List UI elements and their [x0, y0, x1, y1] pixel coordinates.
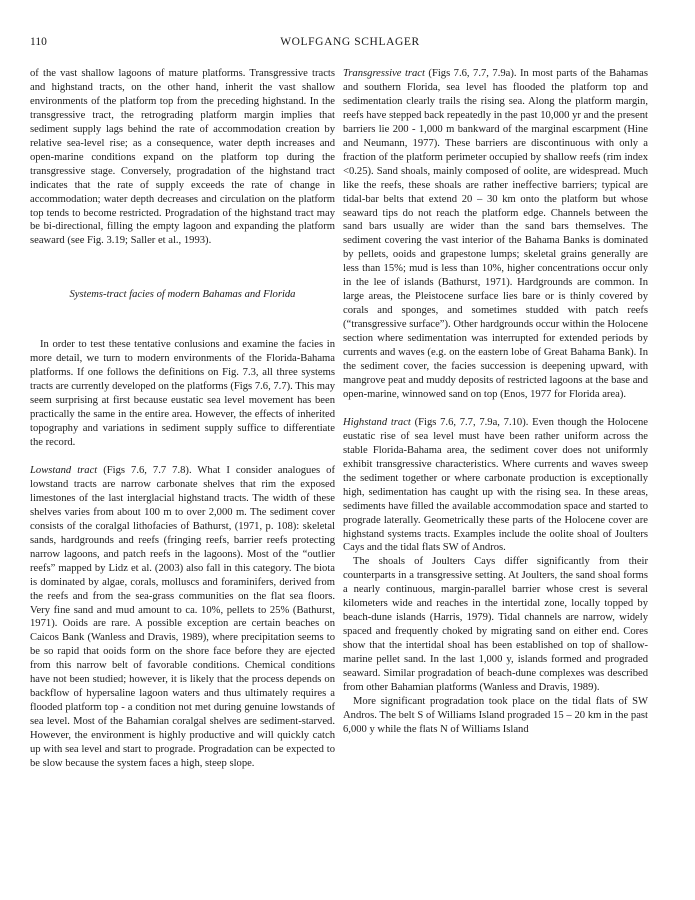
- paragraph: of the vast shallow lagoons of mature platforms. Transgressive tracts and highstand tracts, on the other hand, inherit the vast shallow environments of the platform top from the preceding highstand. In the transgressive tract, the retrograding platform margin implies that sediment supply lags behind the rate of accommodation creation by relative sea-level rise; as a consequence, water depth increases and open-marine conditions expand on the platform top during the transgressive stage. Conversely, progradation of the highstand tract indicates that the rate of supply exceeds the rate of change in accommodation; water depth decreases and circulation on the platform top tends to become restricted. Progradation of the highstand tract may be bi-directional, filling the empty lagoon and expanding the platform seaward (see Fig. 3.19; Saller et al., 1993).: [30, 68, 335, 247]
- page-number: 110: [30, 36, 47, 48]
- runin-heading: Transgressive tract: [343, 68, 425, 79]
- right-column: [343, 67, 648, 737]
- paragraph: In order to test these tentative conlusions and examine the facies in more detail, we turn to modern environments of the Florida-Bahama platforms. If one follows the definitions on Fig. 7.3, all three systems tracts are currently developed on the platforms (Figs 7.6, 7.7). This may seem surprising at first because eustatic sea level movement has been practically the same in the entire area. However, the effects of inherited topography and variations in sediment supply suffice to differentiate the record.: [30, 339, 335, 449]
- paragraph-text: (Figs 7.6, 7.7 7.8). What I consider analogues of lowstand tracts are narrow carbonate shelves that rim the exposed limestones of the last interglacial highstand tracts. The width of these shelves varies from about 100 m to over 2,000 m. The sediment cover consists of the coralgal lithofacies of Bathurst, (1971, p. 108): skeletal sands, hardgrounds and reefs (fringing reefs, barrier reefs protecting narrow lagoons, and patch reefs in the lagoons). Most of the “outlier reefs” mapped by Lidz et al. (2003) also fall in this category. The biota is dominated by algae, corals, molluscs and foraminifers, derived from the reefs and from the sea-grass communities on the flat sea floors. Very fine sand and mud amount to ca. 10%, pellets to 25% (Bathurst, 1971). Ooids are rare. A possible exception are certain beaches on Caicos Bank (Wanless and Dravis, 1989), where precipitation seems to be so rapid that ooids form on the shore face before they are ejected from this narrow belt of favorable conditions. Chemical conditions have not been studied; however, it is likely that the process depends on backflow of hypersaline lagoon waters and thus ultimately requires a flooded platform top - a condition not met during genuine lowstands of sea level. Most of the Bahamian coralgal shelves are sediment-starved. However, the environment is highly productive and will quickly catch up with sea level and start to prograde. Progradation can be expected to be slow because the system faces a high, steep slope.: [30, 464, 335, 769]
- paragraph-text: (Figs 7.6, 7.7, 7.9a). In most parts of the Bahamas and southern Florida, sea level has flooded the platform top and sedimentation clearly trails the rising sea. Along the platform margin, reefs have stepped back repeatedly in the past 10,000 yr and the present barriers lie 200 - 1,000 m bankward of the marginal escarpment (Hine and Neumann, 1977). These barriers are discontinuous with only a fraction of the platform perimeter occupied by shallow reefs (rim index <0.25). Sand shoals, mainly composed of oolite, are widespread. Much like the reefs, these shoals are rather ineffective barriers; typical are tidal-bar belts that extend 20 – 30 km onto the platform but whose seaward tips do not reach the platform edge. Channels between the sand bars usually are wider than the sand bars themselves. The sediment covering the vast interior of the Bahama Banks is dominated by pellets, ooids and grapestone lumps; skeletal grains generally are less than 15%; mud is less than 10%, higher concentrations occur only in the lee of islands (Bathurst, 1971). Hardgrounds are common. In large areas, the Pleistocene surface lies bare or is thinly covered by corals and sponges, and sometimes studded with patch reefs (“transgressive surface”). Other hardgrounds occur within the Holocene section where sedimentation was interrupted for extended periods by currents and waves (e.g. on the eastern lobe of Great Bahama Bank). In the sediment cover, the facies succession is deepening upward, with mangrove peat and muddy deposits of restricted lagoons at the base and open-marine, winnowed sand on top (Enos, 1977 for Florida area).: [343, 68, 648, 400]
- page-header: [30, 36, 670, 52]
- paragraph-highstand: [343, 416, 648, 556]
- paragraph: More significant progradation took place on the tidal flats of SW Andros. The belt S of Williams Island prograded 15 – 20 km in the past 6,000 y while the flats N of Williams Island: [343, 695, 648, 735]
- runin-heading: Highstand tract: [343, 416, 411, 428]
- running-title: WOLFGANG SCHLAGER: [280, 36, 420, 48]
- paragraph-transgressive: [343, 67, 648, 402]
- section-heading: Systems-tract facies of modern Bahamas and Florida: [69, 289, 296, 301]
- paragraph-lowstand: [30, 464, 335, 771]
- runin-heading: Lowstand tract: [30, 464, 98, 476]
- paragraph-text: (Figs 7.6, 7.7, 7.9a, 7.10). Even though the Holocene eustatic rise of sea level must have been rather uniform across the stable Florida-Bahama area, the sediment cover does not uniformly exhibit transgressive characteristics. Where currents and waves sweep the sediment together or where carbonate production is exceptionally high, sedimentation has caught up with the rising sea. In these areas, sediments have filled the available accommodation space and started to prograde laterally. Geometrically these parts of the Holocene cover are highstand systems tracts. Examples include the oolite shoal of Joulters Cays and the tidal flats SW of Andros.: [343, 416, 649, 554]
- left-column: [30, 67, 335, 771]
- paragraph: The shoals of Joulters Cays differ significantly from their counterparts in a transgressive setting. At Joulters, the sand shoal forms a nearly continuous, margin-parallel barrier whose crest is several kilometers wide and reaches in the intertidal zone, locally topped by beach-dune islands (Harris, 1979). Tidal channels are narrow, widely spaced and frequently choked by migrating sand on either end. Cores show that the intertidal shoal has been established on top of shallow-marine pellet sand. In the last 1,000 y, islands formed and prograded seaward. Similar progradation of beach-dune complexes was described from other Bahamian platforms (Wanless and Dravis, 1989).: [343, 556, 648, 693]
